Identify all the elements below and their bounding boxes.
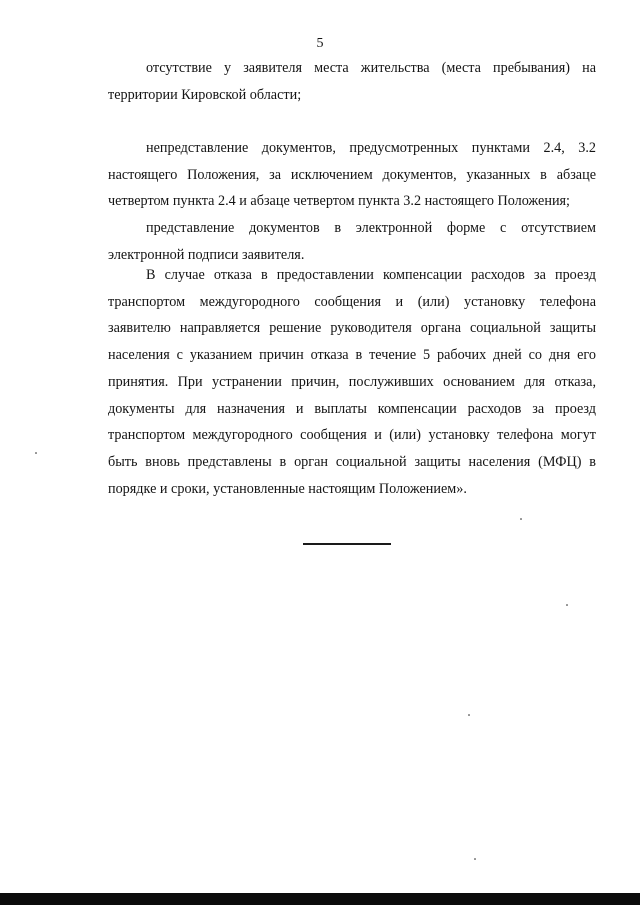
page-number: 5 xyxy=(316,36,324,51)
paragraph-refusal xyxy=(108,262,596,502)
scan-speck xyxy=(566,604,568,606)
scan-bottom-edge xyxy=(0,893,640,905)
scan-speck xyxy=(520,518,522,520)
paragraph-documents-missing xyxy=(108,135,596,215)
paragraph-text: представление документов в электронной форме с отсутствием электронной подписи заявителя. xyxy=(108,220,596,263)
paragraph-residence xyxy=(108,55,596,108)
paragraph-text: В случае отказа в предоставлении компенсации расходов за проезд транспортом междугородного сообщения и (или) установку телефона заявителю направляется решение руководителя органа социальной защиты населения с указанием причин отказа в течение 5 рабочих дней со дня его принятия. При устранении причин, послуживших основанием для отказа, документы для назначения и выплаты компенсации расходов за проезд транспортом междугородного сообщения и (или) установку телефона могут быть вновь представлены в орган социальной защиты населения (МФЦ) в порядке и сроки, установленные настоящим Положением». xyxy=(108,267,596,497)
paragraph-text: непредставление документов, предусмотренных пунктами 2.4, 3.2 настоящего Положения, за исключением документов, указанных в абзаце четвертом пункта 2.4 и абзаце четвертом пункта 3.2 настоящего Положения; xyxy=(108,140,596,210)
paragraph-electronic-signature xyxy=(108,215,596,268)
end-of-text-rule xyxy=(303,543,391,545)
scan-speck xyxy=(35,452,37,454)
scan-speck xyxy=(468,714,470,716)
scan-speck xyxy=(474,858,476,860)
paragraph-text: отсутствие у заявителя места жительства (места пребывания) на территории Кировской области; xyxy=(108,60,596,103)
